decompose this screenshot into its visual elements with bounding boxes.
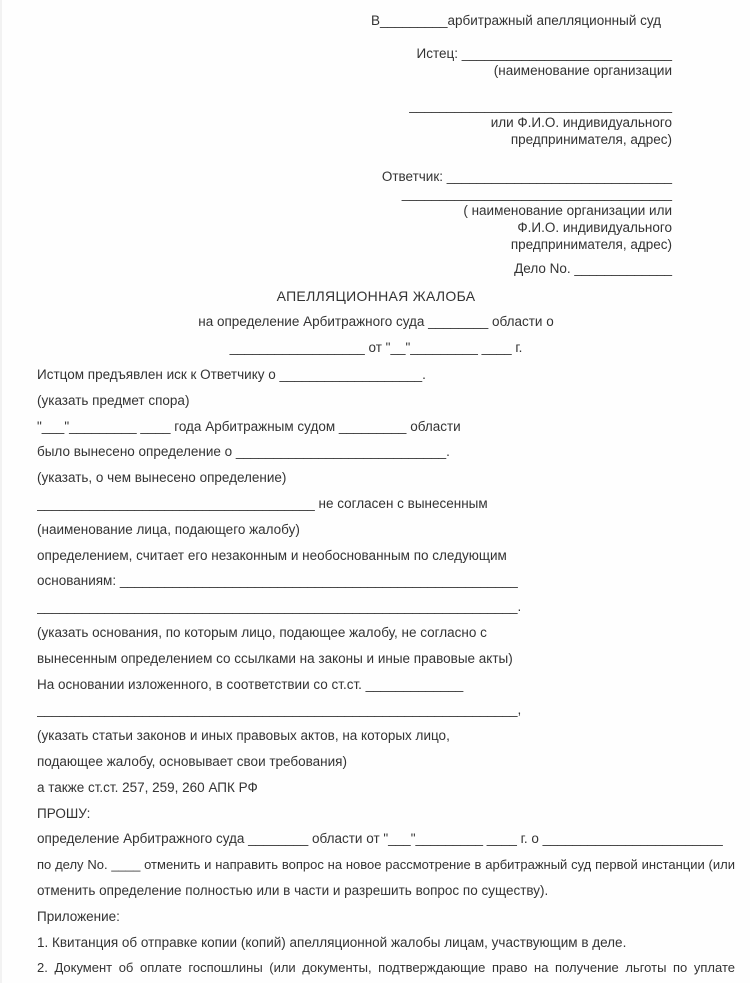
plaintiff-blank-line: ___________________________________ [409, 98, 672, 113]
title-subline-2: __________________ от "__"_________ ____ г. [229, 340, 523, 355]
document-title: АПЕЛЛЯЦИОННАЯ ЖАЛОБА [276, 288, 476, 304]
body-line: "___"_________ ____ года Арбитражным судом _________ области [37, 418, 461, 434]
body-line: подающее жалобу, основывает свои требования) [37, 753, 347, 769]
body-line: отменить определение полностью или в части и разрешить вопрос по существу). [37, 882, 549, 898]
body-line-attachment-heading: Приложение: [37, 908, 120, 924]
body-line: (наименование лица, подающего жалобу) [37, 521, 300, 537]
defendant-hint-line: Ф.И.О. индивидуального [517, 220, 672, 235]
title-block [2, 288, 750, 356]
body-line: (указать основания, по которым лицо, подающее жалобу, не согласно с [37, 624, 487, 640]
body-line: определение Арбитражного суда ________ области от "___"_________ ____ г. о ________________________ [37, 831, 723, 847]
document-header [360, 12, 672, 277]
body-line: а также ст.ст. 257, 259, 260 АПК РФ [37, 779, 258, 795]
plaintiff-label-line: Истец: ____________________________ [416, 46, 672, 61]
body-line: _____________________________________ не согласен с вынесенным [37, 495, 488, 511]
defendant-label-line: Ответчик: ______________________________ [381, 169, 672, 184]
plaintiff-hint-line: или Ф.И.О. индивидуального [490, 115, 672, 130]
body-line: было вынесено определение о ____________________________. [37, 444, 450, 460]
body-line-attachment-item: 1. Квитанция об отправке копии (копий) апелляционной жалобы лицам, участвующим в деле. [37, 934, 627, 950]
body-line: основаниям: _____________________________________________________ [37, 573, 518, 589]
body-line: определением, считает его незаконным и необоснованным по следующим [37, 547, 507, 563]
body-line: (указать статьи законов и иных правовых актов, на которых лицо, [37, 728, 450, 744]
plaintiff-block [360, 45, 672, 148]
body-line: (указать предмет спора) [37, 392, 190, 408]
body-line: Истцом предъявлен иск к Ответчику о ___________________. [37, 367, 426, 382]
body-line-request-heading: ПРОШУ: [37, 805, 91, 821]
body-line: ________________________________________________________________, [37, 702, 522, 718]
court-name-line: В_________арбитражный апелляционный суд [370, 13, 662, 28]
defendant-blank-line: ____________________________________ [401, 186, 672, 201]
body-line: вынесенным определением со ссылками на законы и иные правовые акты) [37, 650, 513, 666]
plaintiff-hint-line: предпринимателя, адрес) [510, 132, 672, 147]
body-line: На основании изложенного, в соответствии со ст.ст. _____________ [37, 676, 464, 692]
body-line: по делу No. ____ отменить и направить вопрос на новое рассмотрение в арбитражный суд первой инстанции (или [37, 857, 735, 873]
body-line: ________________________________________________________________. [37, 599, 522, 615]
body-line-attachment-item: 2. Документ об оплате госпошлины (или документы, подтверждающие право на получение льготы по уплате [37, 960, 735, 976]
body-line: (указать, о чем вынесено определение) [37, 470, 287, 486]
defendant-block [360, 168, 672, 253]
defendant-hint-line: ( наименование организации или [463, 203, 672, 218]
document-body [2, 362, 750, 981]
case-number-line: Дело No. _____________ [514, 261, 672, 276]
defendant-hint-line: предпринимателя, адрес) [510, 237, 672, 252]
title-subline-1: на определение Арбитражного суда ________ области о [198, 314, 554, 329]
plaintiff-hint-line: (наименование организации [493, 63, 672, 78]
